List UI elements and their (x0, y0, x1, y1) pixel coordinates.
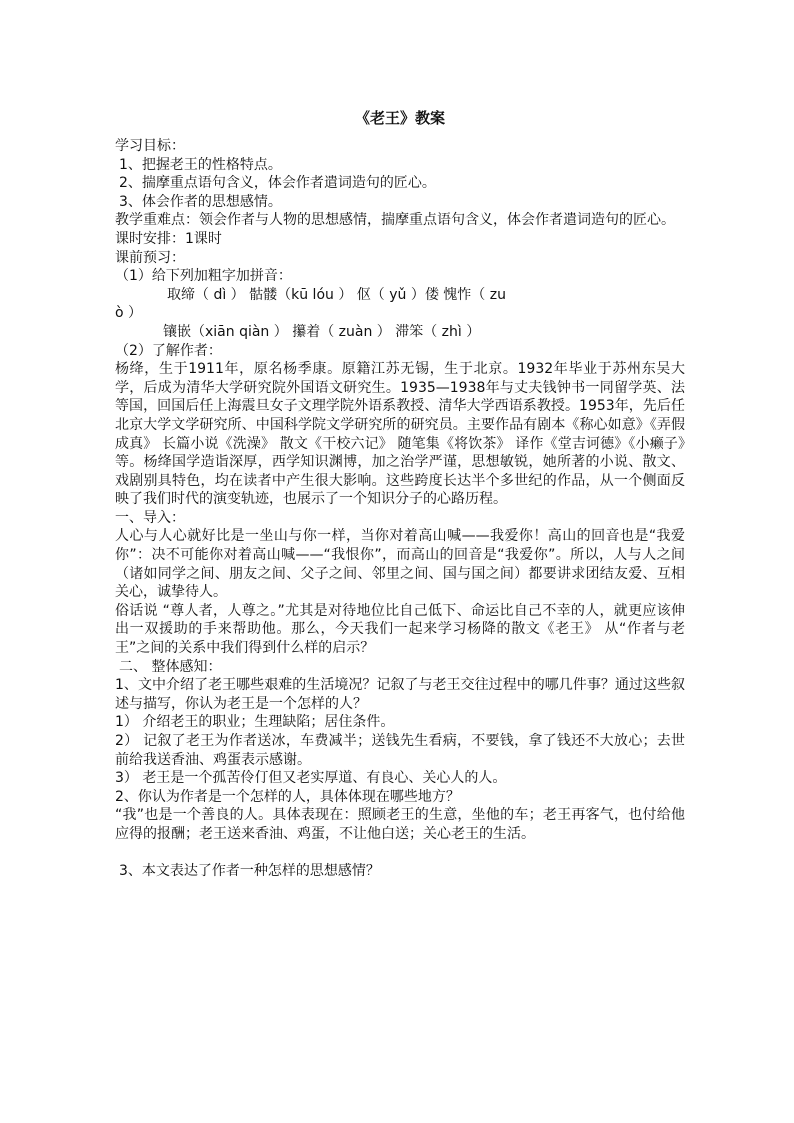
overview-heading: 二、 整体感知： (119, 658, 222, 675)
goals-heading: 学习目标： (115, 138, 185, 154)
answer-2: 2） 记叙了老王为作者送冰，车费减半；送钱先生看病，不要钱，拿了钱还不大放心；去世前给我送香油、鸡蛋表示感谢。 (115, 733, 685, 768)
question-3: 3、本文表达了作者一种怎样的思想感情？ (119, 863, 380, 880)
author-heading: （2）了解作者： (115, 342, 222, 359)
intro-paragraph-1: 人心与人心就好比是一坐山与你一样，当你对着高山喊——我爱你！高山的回音也是“我爱你”：决不可能你对着高山喊——“我恨你”，而高山的回音是“我爱你”。所以，人与人之间（诸如同学之间、朋友之间、父子之间、邻里之间、国与国之间）都要讲求团结友爱、互相关心，诚挚待人。 (115, 528, 685, 601)
question-1: 1、文中介绍了老王哪些艰难的生活境况？记叙了与老王交往过程中的哪几件事？通过这些叙述与描写，你认为老王是一个怎样的人？ (115, 677, 685, 712)
question-2: 2、你认为作者是一个怎样的人，具体体现在哪些地方？ (115, 788, 460, 805)
pinyin-line-2: 镶嵌（xiān qiàn ） 攥着（ zuàn ） 滞笨（ zhì ） (163, 323, 481, 340)
schedule: 课时安排：1课时 (115, 230, 222, 247)
answer-1: 1） 介绍老王的职业；生理缺陷；居住条件。 (115, 714, 395, 731)
lesson-plan-page (115, 105, 685, 881)
answer-4: “我”也是一个善良的人。具体表现在：照顾老王的生意，坐他的车；老王再客气，也付给他应得的报酬；老王送来香油、鸡蛋，不让他白送；关心老王的生活。 (115, 807, 685, 842)
pinyin-line-1-cont: ò ） (115, 305, 143, 322)
goal-1: 1、把握老王的性格特点。 (119, 156, 282, 173)
pinyin-heading: （1）给下列加粗字加拼音： (115, 268, 292, 285)
key-points: 教学重难点：领会作者与人物的思想感情，揣摩重点语句含义，体会作者遣词造句的匠心。 (115, 212, 675, 229)
goal-3: 3、体会作者的思想感情。 (119, 193, 282, 210)
blank-line (115, 844, 685, 863)
pinyin-line-1: 取缔（ dì ） 骷髅（kū lóu ） 伛（ yǔ ）偻 愧怍（ zu (167, 286, 506, 303)
doc-title: 《老王》教案 (354, 109, 445, 127)
answer-3: 3） 老王是一个孤苦伶仃但又老实厚道、有良心、关心人的人。 (115, 770, 507, 787)
intro-paragraph-2: 俗话说 “尊人者，人尊之。”尤其是对待地位比自己低下、命运比自己不幸的人，就更应该伸出一双援助的手来帮助他。那么，今天我们一起来学习杨降的散文《老王》 从“作者与老王”之间的关系中我们得到什么样的启示？ (115, 602, 685, 657)
preview-heading: 课前预习： (115, 249, 185, 266)
author-bio: 杨绛，生于1911年，原名杨季康。原籍江苏无锡，生于北京。1932年毕业于苏州东吴大学，后成为清华大学研究院外国语文研究生。1935—1938年与丈夫钱钟书一同留学英、法等国，回国后任上海震旦女子文理学院外语系教授、清华大学西语系教授。1953年，先后任北京大学文学研究所、中国科学院文学研究所的研究员。主要作品有剧本《称心如意》《弄假成真》 长篇小说《洗澡》 散文《干校六记》 随笔集《将饮茶》 译作《堂吉诃德》《小癞子》等。杨绛国学造诣深厚，西学知识渊博，加之治学严谨，思想敏锐，她所著的小说、散文、戏剧别具特色，均在读者中产生很大影响。这些跨度长达半个多世纪的作品，从一个侧面反映了我们时代的演变轨迹，也展示了一个知识分子的心路历程。 (115, 361, 685, 508)
intro-heading: 一、导入： (115, 509, 185, 526)
goal-2: 2、揣摩重点语句含义，体会作者遣词造句的匠心。 (119, 175, 436, 192)
